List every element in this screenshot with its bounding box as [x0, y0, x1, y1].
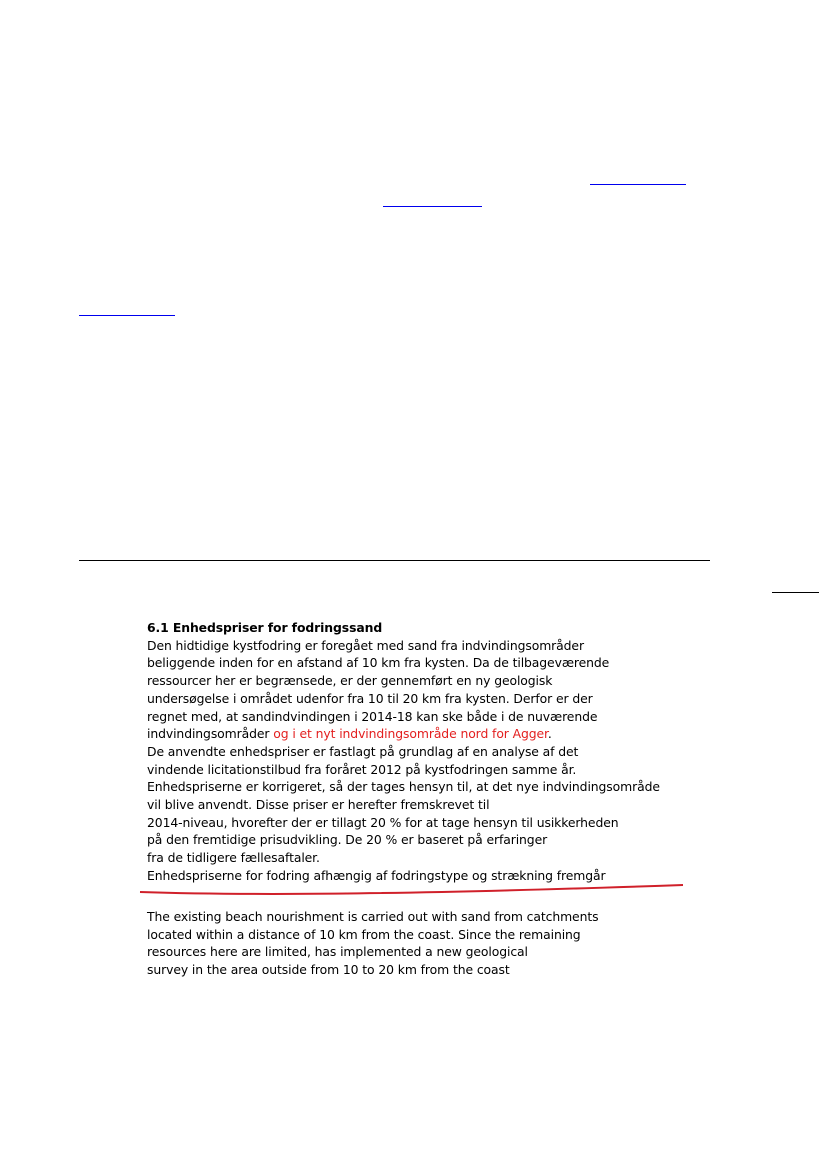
- text-line: 2014-niveau, hvorefter der er tillagt 20 % for at tage hensyn til usikkerheden: [147, 814, 619, 830]
- text-line: Enhedspriserne er korrigeret, så der tages hensyn til, at det nye indvindingsområde: [147, 779, 660, 795]
- text-line: fra de tidligere fællesaftaler.: [147, 850, 320, 866]
- text-line: Enhedspriserne for fodring afhængig af fodringstype og strækning fremgår: [147, 867, 606, 883]
- text-line: located within a distance of 10 km from the coast. Since the remaining: [147, 926, 581, 942]
- text-line: ressourcer her er begrænsede, er der gennemført en ny geologisk: [147, 673, 553, 689]
- text-line: resources here are limited, has implemented a new geological: [147, 944, 528, 960]
- inserted-text: og i et nyt indvindingsområde nord for Agger: [273, 726, 548, 742]
- text-line: beliggende inden for en afstand af 10 km fra kysten. Da de tilbageværende: [147, 655, 610, 671]
- text-prefix: indvindingsområder: [147, 726, 274, 742]
- text-line: De anvendte enhedspriser er fastlagt på grundlag af en analyse af det: [147, 743, 579, 759]
- english-section: [147, 908, 707, 979]
- text-line: vindende licitationstilbud fra foråret 2012 på kystfodringen samme år.: [147, 761, 577, 777]
- text-line: vil blive anvendt. Disse priser er herefter fremskrevet til: [147, 797, 490, 813]
- text-line: undersøgelse i området udenfor fra 10 til 20 km fra kysten. Derfor er der: [147, 690, 593, 706]
- text-suffix: .: [547, 726, 552, 742]
- section-heading: 6.1 Enhedspriser for fodringssand: [147, 620, 383, 635]
- text-line: regnet med, at sandindvindingen i 2014-18 kan ske både i de nuværende: [147, 708, 598, 724]
- text-line: på den fremtidige prisudvikling. De 20 % er baseret på erfaringer: [147, 832, 548, 848]
- text-line: The existing beach nourishment is carried out with sand from catchments: [147, 909, 599, 924]
- text-line: Den hidtidige kystfodring er foregået med sand fra indvindingsområder: [147, 637, 584, 653]
- text-line: survey in the area outside from 10 to 20 km from the coast: [147, 962, 510, 978]
